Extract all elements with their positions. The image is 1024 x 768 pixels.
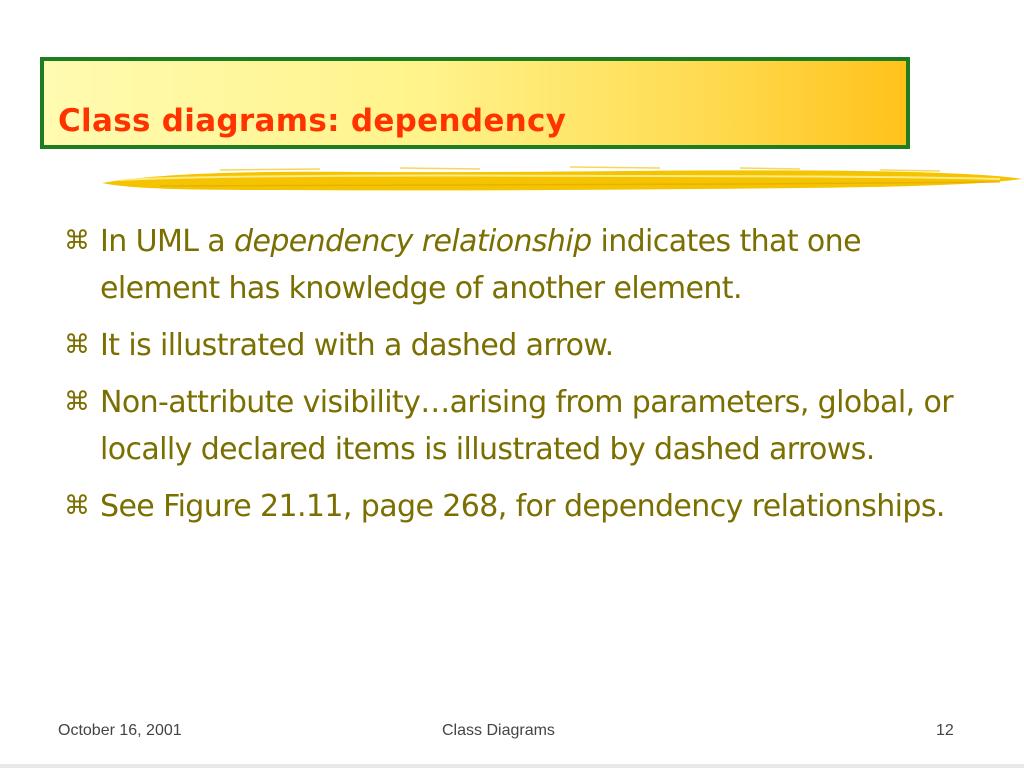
footer-date: October 16, 2001 [58, 722, 182, 739]
bullet-item [64, 379, 984, 473]
bullet-text: Non-attribute visibility…arising from parameters, global, or locally declared items is illustrated by dashed arrows. [100, 385, 953, 467]
bullet-item [64, 483, 984, 530]
title-box [40, 57, 910, 149]
bullet-text-post: indicates that one element has knowledge of another element. [100, 224, 861, 306]
brush-stroke-decoration [100, 163, 1024, 199]
bullet-text: See Figure 21.11, page 268, for dependency relationships. [100, 489, 945, 524]
bullet-text-emphasis: dependency relationship [234, 224, 592, 259]
command-key-icon: ⌘ [64, 491, 90, 521]
bullet-item [64, 322, 984, 369]
bullet-item [64, 218, 984, 312]
bullet-text: It is illustrated with a dashed arrow. [100, 328, 614, 363]
slide-title: Class diagrams: dependency [58, 103, 567, 139]
page-number: 12 [936, 722, 954, 739]
footer-title: Class Diagrams [442, 722, 555, 739]
command-key-icon: ⌘ [64, 330, 90, 360]
bottom-divider [0, 764, 1024, 768]
bullet-list [64, 218, 984, 540]
command-key-icon: ⌘ [64, 387, 90, 417]
bullet-text-pre: In UML a [100, 224, 235, 259]
command-key-icon: ⌘ [64, 226, 90, 256]
